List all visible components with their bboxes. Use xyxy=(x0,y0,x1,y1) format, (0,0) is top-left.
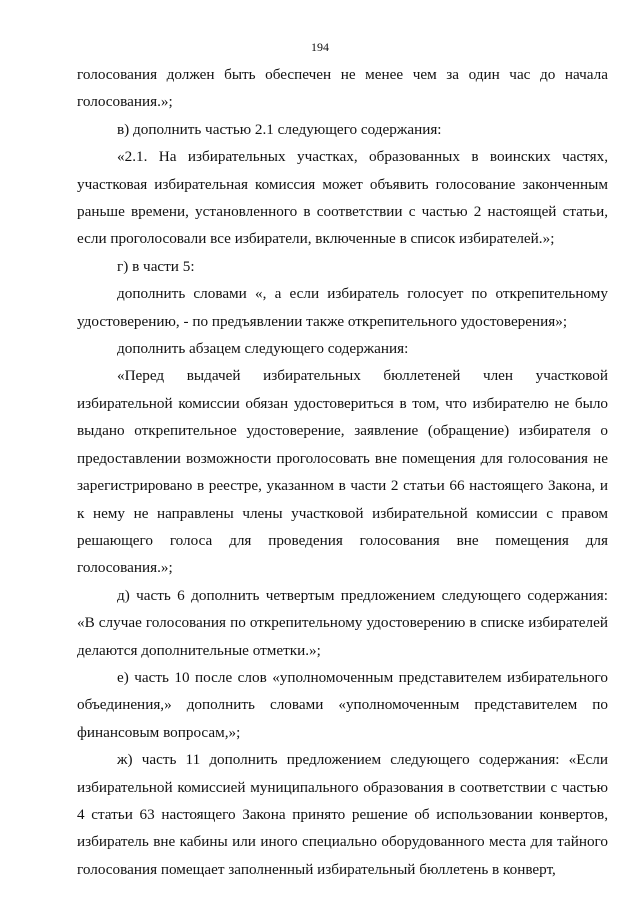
paragraph-item-g: г) в части 5: xyxy=(117,257,195,275)
paragraph-add-words: дополнить словами «, а если избиратель голосует по открепительному удостоверению, - по предъявлении также открепительного удостоверения»; xyxy=(77,285,608,330)
paragraph-continuation: голосования должен быть обеспечен не менее чем за один час до начала голосования.»; xyxy=(77,66,608,111)
paragraph-add-clause: дополнить абзацем следующего содержания: xyxy=(117,340,409,358)
paragraph-quoted-clause: «Перед выдачей избирательных бюллетеней член участковой избирательной комиссии обязан удостовериться в том, что избирателю не было выдано открепительное удостоверение, заявление (обращение) избирателя о предоставлении возможности проголосовать вне помещения для голосования не зарегистрировано в реестре, указанном в части 2 статьи 66 настоящего Закона, и к нему не направлены члены участковой избирательной комиссии с правом решающего голоса для проведения голосования вне помещения для голосования.»; xyxy=(77,367,608,577)
page-number: 194 xyxy=(311,40,329,54)
document-body xyxy=(77,61,608,883)
paragraph-item-zh: ж) часть 11 дополнить предложением следующего содержания: «Если избирательной комиссией муниципального образования в соответствии с частью 4 статьи 63 настоящего Закона принято решение об использовании конвертов, избиратель вне кабины или иного специально оборудованного места для тайного голосования помещает заполненный избирательный бюллетень в конверт, xyxy=(77,751,608,878)
paragraph-item-d: д) часть 6 дополнить четвертым предложением следующего содержания: «В случае голосования по открепительному удостоверению в списке избирателей делаются дополнительные отметки.»; xyxy=(77,586,608,659)
paragraph-part-2-1: «2.1. На избирательных участках, образованных в воинских частях, участковая избирательная комиссия может объявить голосование законченным раньше времени, установленного в соответствии с частью 2 настоящей статьи, если проголосовали все избиратели, включенные в список избирателей.»; xyxy=(77,148,608,248)
paragraph-item-v: в) дополнить частью 2.1 следующего содержания: xyxy=(117,120,442,138)
paragraph-item-e: е) часть 10 после слов «уполномоченным представителем избирательного объединения,» дополнить словами «уполномоченным представителем по финансовым вопросам,»; xyxy=(77,668,608,741)
